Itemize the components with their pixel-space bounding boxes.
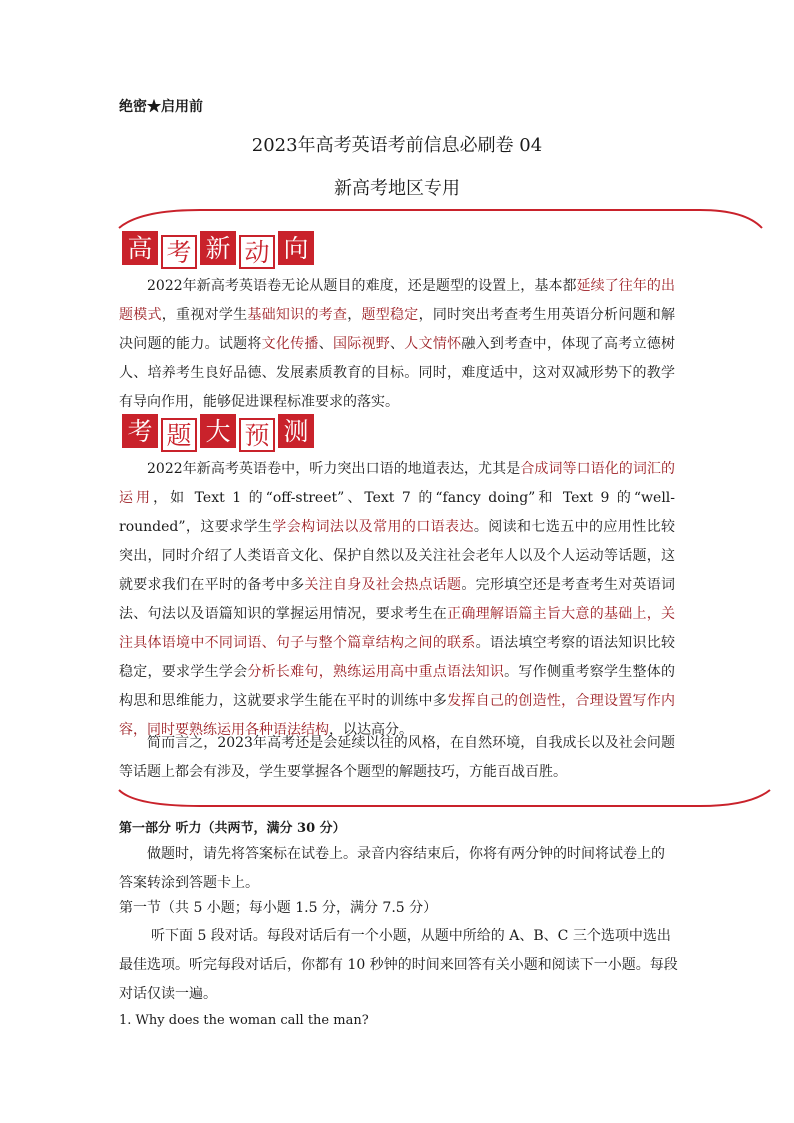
secret-label: 绝密★启用前 [119, 99, 203, 115]
text-run: 。语法填空考察的语法知识比较稳定，要求学生学会 [119, 635, 675, 680]
badge-char: 考 [122, 414, 158, 448]
predict-paragraph [119, 455, 675, 745]
badge-char: 考 [161, 235, 197, 269]
text-run: 。阅读和七选五中的应用性比较突出，同时介绍了人类语音文化、保护自然以及关注社会老年人以及个人运动等话题，这就要求我们在平时的备考中多 [119, 519, 675, 593]
highlight-text: 学会构词法以及常用的口语表达 [272, 519, 474, 535]
text-run: 、 [318, 336, 333, 352]
badge-char: 测 [278, 414, 314, 448]
text-run: ，以达高分。 [329, 722, 413, 738]
trend-badge [122, 231, 314, 269]
instruction-line: 做题时，请先将答案标在试卷上。录音内容结束后，你将有两分钟的时间将试卷上的 [147, 846, 665, 862]
highlight-text: 延续了往年的出题模式 [119, 278, 675, 323]
highlight-text: 基础知识的考查 [247, 307, 348, 323]
top-arc [119, 210, 762, 228]
highlight-text: 关注自身及社会热点话题 [304, 577, 462, 593]
badge-char: 题 [161, 418, 197, 452]
highlight-text: 题型稳定 [361, 307, 419, 323]
text-run: ，重视对学生 [161, 307, 248, 323]
badge-char: 新 [200, 231, 236, 265]
badge-char: 动 [239, 235, 275, 269]
section1-heading: 第一节（共 5 小题；每小题 1.5 分，满分 7.5 分） [119, 900, 438, 916]
text-run: ，同时突出考查考生用英语分析问题和解决问题的能力。试题将 [119, 307, 676, 352]
highlight-text: 正确理解语篇主旨大意的基础上，关注具体语境中不同词语、句子与整个篇章结构之间的联系 [119, 606, 676, 651]
directions-line: 最佳选项。听完每段对话后，你都有 10 秒钟的时间来回答有关小题和阅读下一小题。每段 [119, 957, 678, 973]
badge-char: 预 [239, 418, 275, 452]
text-run: 。写作侧重考察学生整体的构思和思维能力，这就要求学生能在平时的训练中多 [119, 664, 676, 709]
highlight-text: 合成词等口语化的词汇的运用 [119, 461, 675, 506]
predict-badge [122, 414, 314, 452]
directions-line: 听下面 5 段对话。每段对话后有一个小题，从题中所给的 A、B、C 三个选项中选出 [151, 928, 671, 944]
text-run: 2022年新高考英语卷无论从题目的难度，还是题型的设置上，基本都 [147, 278, 577, 294]
part1-heading: 第一部分 听力（共两节，满分 30 分） [119, 821, 346, 836]
bottom-arc [119, 790, 770, 806]
highlight-text: 国际视野 [332, 336, 391, 352]
text-run: 、 [390, 336, 405, 352]
text-run: 2022年新高考英语卷中，听力突出口语的地道表达，尤其是 [147, 461, 521, 477]
page-title: 2023年高考英语考前信息必刷卷 04 [251, 135, 543, 156]
text-run: 。完形填空还是考查考生对英语词法、句法以及语篇知识的掌握运用情况，要求考生在 [119, 577, 676, 622]
trend-paragraph [119, 272, 675, 417]
question-1: 1. Why does the woman call the man? [119, 1013, 369, 1028]
badge-char: 高 [122, 231, 158, 265]
badge-char: 向 [278, 231, 314, 265]
badge-char: 大 [200, 414, 236, 448]
highlight-text: 分析长难句，熟练运用高中重点语法知识 [247, 664, 505, 680]
instruction-line: 答案转涂到答题卡上。 [119, 875, 259, 891]
summary-paragraph: 简而言之，2023年高考还是会延续以往的风格，在自然环境，自我成长以及社会问题等话题上都会有涉及，学生要掌握各个题型的解题技巧，方能百战百胜。 [119, 735, 675, 780]
text-run: ，如 Text 1 的“off-street”、Text 7 的“fancy doing”和 Text 9 的“well-rounded”，这要求学生 [119, 490, 676, 535]
highlight-text: 文化传播 [261, 336, 319, 352]
text-run: 融入到考查中，体现了高考立德树人、培养考生良好品德、发展素质教育的目标。同时，难度适中，这对双减形势下的教学有导向作用，能够促进课程标准要求的落实。 [119, 336, 676, 410]
page-subtitle: 新高考地区专用 [334, 178, 460, 199]
text-run: ， [347, 307, 362, 323]
highlight-text: 人文情怀 [404, 336, 462, 352]
highlight-text: 发挥自己的创造性，合理设置写作内容，同时要熟练运用各种语法结构 [119, 693, 676, 738]
directions-line: 对话仅读一遍。 [119, 986, 217, 1002]
